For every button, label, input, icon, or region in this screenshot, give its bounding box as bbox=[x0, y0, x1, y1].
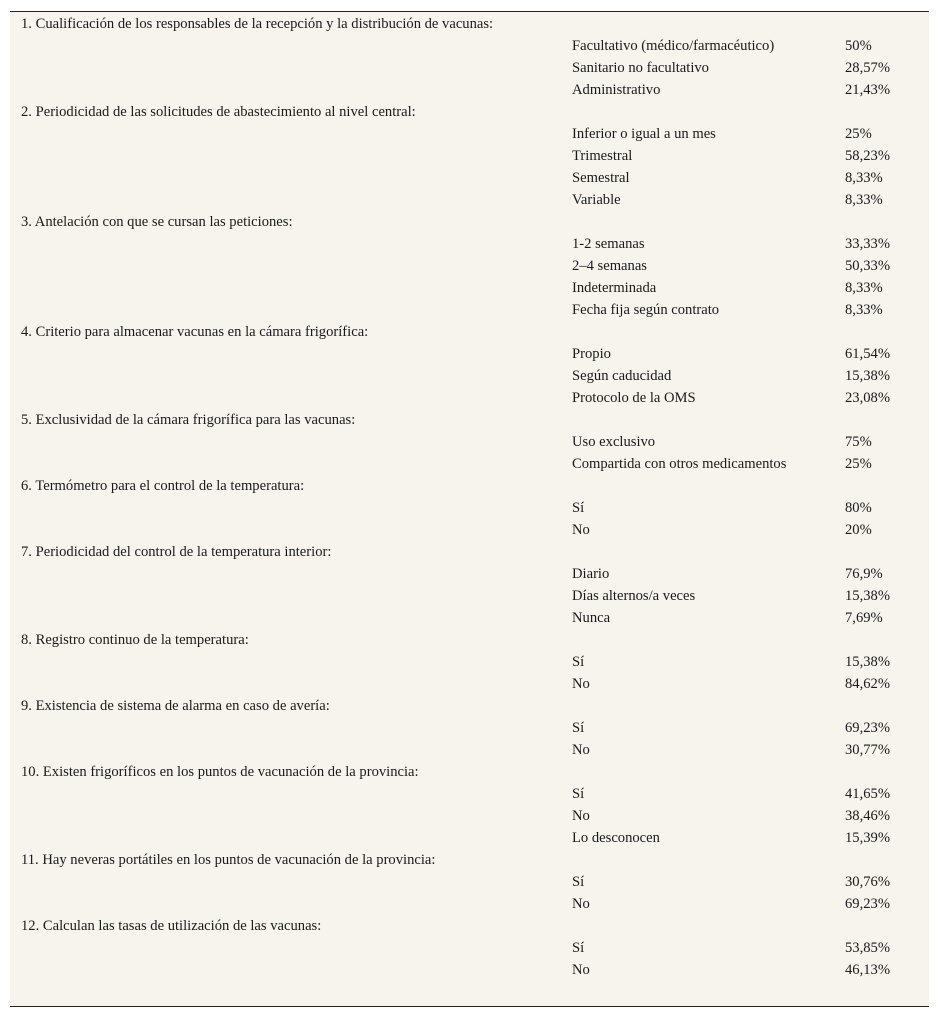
answer-percentage: 80% bbox=[845, 500, 872, 516]
indent-cell bbox=[10, 299, 561, 321]
question-text: 4. Criterio para almacenar vacunas en la cámara frigorífica: bbox=[21, 324, 369, 340]
answer-percentage: 8,33% bbox=[845, 280, 883, 296]
indent-cell bbox=[10, 563, 561, 585]
answer-percentage: 7,69% bbox=[845, 610, 883, 626]
question-row bbox=[10, 409, 929, 431]
answer-option: Sanitario no facultativo bbox=[572, 60, 709, 76]
indent-cell bbox=[10, 123, 561, 145]
answer-percentage: 30,77% bbox=[845, 742, 890, 758]
answer-row bbox=[10, 805, 929, 827]
question-text: 11. Hay neveras portátiles en los puntos de vacunación de la provincia: bbox=[21, 852, 436, 868]
question-row bbox=[10, 849, 929, 871]
answer-percentage: 58,23% bbox=[845, 148, 890, 164]
indent-cell bbox=[10, 453, 561, 475]
question-row bbox=[10, 761, 929, 783]
question-row bbox=[10, 475, 929, 497]
answer-option: Inferior o igual a un mes bbox=[572, 126, 716, 142]
indent-cell bbox=[10, 167, 561, 189]
answer-row bbox=[10, 519, 929, 541]
question-text: 7. Periodicidad del control de la temperatura interior: bbox=[21, 544, 332, 560]
answer-row bbox=[10, 299, 929, 321]
indent-cell bbox=[10, 497, 561, 519]
answer-row bbox=[10, 431, 929, 453]
answer-percentage: 41,65% bbox=[845, 786, 890, 802]
answer-percentage: 84,62% bbox=[845, 676, 890, 692]
indent-cell bbox=[10, 343, 561, 365]
answer-percentage: 25% bbox=[845, 456, 872, 472]
indent-cell bbox=[10, 739, 561, 761]
answer-percentage: 46,13% bbox=[845, 962, 890, 978]
answer-percentage: 50,33% bbox=[845, 258, 890, 274]
indent-cell bbox=[10, 893, 561, 915]
survey-results-table bbox=[10, 11, 929, 1007]
answer-option: No bbox=[572, 522, 590, 538]
answer-row bbox=[10, 563, 929, 585]
answer-percentage: 8,33% bbox=[845, 302, 883, 318]
indent-cell bbox=[10, 255, 561, 277]
answer-percentage: 21,43% bbox=[845, 82, 890, 98]
answer-row bbox=[10, 783, 929, 805]
indent-cell bbox=[10, 233, 561, 255]
question-row bbox=[10, 321, 929, 343]
answer-row bbox=[10, 365, 929, 387]
answer-percentage: 15,38% bbox=[845, 368, 890, 384]
answer-percentage: 25% bbox=[845, 126, 872, 142]
answer-option: No bbox=[572, 676, 590, 692]
answer-option: Trimestral bbox=[572, 148, 633, 164]
answer-percentage: 15,38% bbox=[845, 588, 890, 604]
answer-option: Sí bbox=[572, 500, 585, 516]
indent-cell bbox=[10, 145, 561, 167]
answer-option: Sí bbox=[572, 720, 585, 736]
indent-cell bbox=[10, 959, 561, 981]
answer-option: Fecha fija según contrato bbox=[572, 302, 720, 318]
answer-row bbox=[10, 497, 929, 519]
answer-percentage: 38,46% bbox=[845, 808, 890, 824]
answer-option: Indeterminada bbox=[572, 280, 657, 296]
indent-cell bbox=[10, 519, 561, 541]
answer-option: Semestral bbox=[572, 170, 630, 186]
indent-cell bbox=[10, 189, 561, 211]
answer-row bbox=[10, 189, 929, 211]
answer-percentage: 33,33% bbox=[845, 236, 890, 252]
indent-cell bbox=[10, 35, 561, 57]
answer-percentage: 8,33% bbox=[845, 170, 883, 186]
question-row bbox=[10, 541, 929, 563]
answer-percentage: 53,85% bbox=[845, 940, 890, 956]
answer-percentage: 30,76% bbox=[845, 874, 890, 890]
answer-percentage: 76,9% bbox=[845, 566, 883, 582]
indent-cell bbox=[10, 277, 561, 299]
indent-cell bbox=[10, 651, 561, 673]
question-text: 10. Existen frigoríficos en los puntos de vacunación de la provincia: bbox=[21, 764, 419, 780]
answer-row bbox=[10, 123, 929, 145]
question-text: 8. Registro continuo de la temperatura: bbox=[21, 632, 249, 648]
answer-option: No bbox=[572, 896, 590, 912]
answer-percentage: 23,08% bbox=[845, 390, 890, 406]
answer-row bbox=[10, 387, 929, 409]
answer-option: Días alternos/a veces bbox=[572, 588, 696, 604]
answer-option: Sí bbox=[572, 874, 585, 890]
answer-row bbox=[10, 827, 929, 849]
answer-row bbox=[10, 959, 929, 981]
answer-row bbox=[10, 57, 929, 79]
answer-row bbox=[10, 145, 929, 167]
indent-cell bbox=[10, 673, 561, 695]
question-text: 6. Termómetro para el control de la temperatura: bbox=[21, 478, 305, 494]
indent-cell bbox=[10, 937, 561, 959]
answer-percentage: 15,38% bbox=[845, 654, 890, 670]
answer-percentage: 15,39% bbox=[845, 830, 890, 846]
answer-row bbox=[10, 651, 929, 673]
indent-cell bbox=[10, 431, 561, 453]
question-text: 2. Periodicidad de las solicitudes de abastecimiento al nivel central: bbox=[21, 104, 416, 120]
answer-percentage: 69,23% bbox=[845, 896, 890, 912]
answer-option: 1-2 semanas bbox=[572, 236, 645, 252]
results-table bbox=[10, 13, 929, 981]
answer-row bbox=[10, 607, 929, 629]
question-text: 3. Antelación con que se cursan las peticiones: bbox=[21, 214, 293, 230]
answer-row bbox=[10, 255, 929, 277]
answer-row bbox=[10, 871, 929, 893]
answer-option: Administrativo bbox=[572, 82, 661, 98]
answer-option: Diario bbox=[572, 566, 610, 582]
indent-cell bbox=[10, 827, 561, 849]
question-row bbox=[10, 695, 929, 717]
question-row bbox=[10, 13, 929, 35]
question-text: 1. Cualificación de los responsables de la recepción y la distribución de vacunas: bbox=[21, 16, 494, 32]
answer-percentage: 8,33% bbox=[845, 192, 883, 208]
question-row bbox=[10, 101, 929, 123]
indent-cell bbox=[10, 783, 561, 805]
answer-row bbox=[10, 717, 929, 739]
question-row bbox=[10, 211, 929, 233]
indent-cell bbox=[10, 365, 561, 387]
answer-option: Uso exclusivo bbox=[572, 434, 656, 450]
answer-option: Facultativo (médico/farmacéutico) bbox=[572, 38, 775, 54]
answer-percentage: 69,23% bbox=[845, 720, 890, 736]
question-row bbox=[10, 629, 929, 651]
answer-option: Sí bbox=[572, 654, 585, 670]
answer-option: Lo desconocen bbox=[572, 830, 660, 846]
indent-cell bbox=[10, 387, 561, 409]
answer-row bbox=[10, 937, 929, 959]
answer-row bbox=[10, 453, 929, 475]
answer-option: No bbox=[572, 808, 590, 824]
answer-option: Nunca bbox=[572, 610, 611, 626]
answer-option: Propio bbox=[572, 346, 611, 362]
answer-percentage: 75% bbox=[845, 434, 872, 450]
table-body bbox=[10, 13, 929, 981]
answer-percentage: 61,54% bbox=[845, 346, 890, 362]
answer-row bbox=[10, 233, 929, 255]
answer-row bbox=[10, 893, 929, 915]
indent-cell bbox=[10, 585, 561, 607]
indent-cell bbox=[10, 607, 561, 629]
answer-percentage: 50% bbox=[845, 38, 872, 54]
answer-option: Compartida con otros medicamentos bbox=[572, 456, 787, 472]
question-text: 5. Exclusividad de la cámara frigorífica para las vacunas: bbox=[21, 412, 356, 428]
answer-percentage: 20% bbox=[845, 522, 872, 538]
answer-option: No bbox=[572, 962, 590, 978]
indent-cell bbox=[10, 805, 561, 827]
indent-cell bbox=[10, 871, 561, 893]
answer-row bbox=[10, 79, 929, 101]
answer-option: 2–4 semanas bbox=[572, 258, 647, 274]
question-text: 12. Calculan las tasas de utilización de las vacunas: bbox=[21, 918, 322, 934]
answer-row bbox=[10, 167, 929, 189]
answer-option: Sí bbox=[572, 786, 585, 802]
answer-option: Sí bbox=[572, 940, 585, 956]
answer-row bbox=[10, 739, 929, 761]
question-text: 9. Existencia de sistema de alarma en caso de avería: bbox=[21, 698, 330, 714]
indent-cell bbox=[10, 717, 561, 739]
answer-row bbox=[10, 343, 929, 365]
indent-cell bbox=[10, 79, 561, 101]
answer-row bbox=[10, 673, 929, 695]
question-row bbox=[10, 915, 929, 937]
answer-option: No bbox=[572, 742, 590, 758]
answer-row bbox=[10, 277, 929, 299]
answer-row bbox=[10, 35, 929, 57]
answer-percentage: 28,57% bbox=[845, 60, 890, 76]
answer-option: Protocolo de la OMS bbox=[572, 390, 696, 406]
indent-cell bbox=[10, 57, 561, 79]
answer-row bbox=[10, 585, 929, 607]
answer-option: Variable bbox=[572, 192, 621, 208]
answer-option: Según caducidad bbox=[572, 368, 672, 384]
